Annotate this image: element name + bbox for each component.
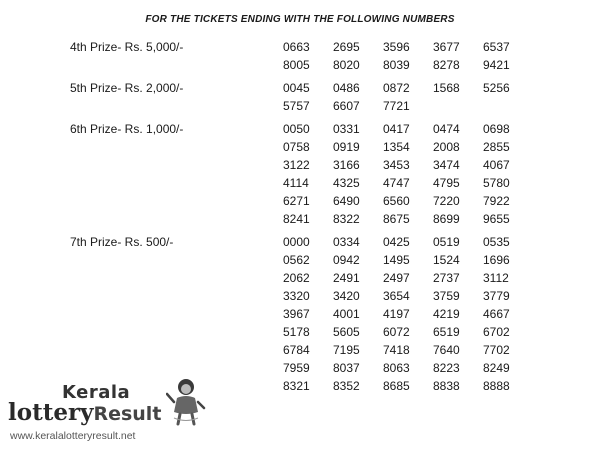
ticket-number: 5605 <box>333 325 360 339</box>
ticket-number: 8675 <box>383 212 410 226</box>
prize-list <box>0 38 600 400</box>
logo-lottery-line <box>8 399 161 426</box>
number-grid <box>283 120 600 228</box>
ticket-number: 4197 <box>383 307 410 321</box>
ticket-number: 1568 <box>433 81 460 95</box>
ticket-number: 2695 <box>333 40 360 54</box>
prize-section-6th <box>0 120 600 228</box>
ticket-number: 4114 <box>283 176 309 190</box>
ticket-number: 0334 <box>333 235 360 249</box>
ticket-number: 0474 <box>433 122 460 136</box>
ticket-number: 6490 <box>333 194 360 208</box>
ticket-number: 6607 <box>333 99 360 113</box>
ticket-number: 6519 <box>433 325 460 339</box>
ticket-number: 6072 <box>383 325 410 339</box>
ticket-number: 8838 <box>433 379 460 393</box>
ticket-number: 7922 <box>483 194 510 208</box>
page-heading: FOR THE TICKETS ENDING WITH THE FOLLOWING NUMBERS <box>145 14 455 25</box>
ticket-number: 0486 <box>333 81 360 95</box>
ticket-number: 1524 <box>433 253 460 267</box>
ticket-number: 7640 <box>433 343 460 357</box>
ticket-number: 7702 <box>483 343 510 357</box>
number-grid <box>283 79 600 115</box>
ticket-number: 0519 <box>433 235 460 249</box>
ticket-number: 3759 <box>433 289 460 303</box>
ticket-number: 0872 <box>383 81 410 95</box>
number-grid <box>283 38 600 74</box>
ticket-number: 4001 <box>333 307 360 321</box>
logo-url: www.keralalotteryresult.net <box>10 430 136 442</box>
prize-label: 5th Prize- Rs. 2,000/- <box>70 81 184 95</box>
ticket-number: 4747 <box>383 176 410 190</box>
ticket-number: 7220 <box>433 194 460 208</box>
number-grid <box>283 233 600 395</box>
ticket-number: 2008 <box>433 140 460 154</box>
ticket-number: 9655 <box>483 212 510 226</box>
ticket-number: 5256 <box>483 81 510 95</box>
ticket-number: 3320 <box>283 289 310 303</box>
ticket-number: 7418 <box>383 343 410 357</box>
cartoon-mascot-icon <box>166 378 206 426</box>
ticket-number: 8888 <box>483 379 510 393</box>
prize-label: 4th Prize- Rs. 5,000/- <box>70 40 184 54</box>
ticket-number: 3122 <box>283 158 310 172</box>
ticket-number: 0050 <box>283 122 310 136</box>
ticket-number: 2491 <box>333 271 360 285</box>
ticket-number: 9421 <box>483 58 510 72</box>
ticket-number: 7959 <box>283 361 310 375</box>
ticket-number: 3779 <box>483 289 510 303</box>
ticket-number: 8020 <box>333 58 360 72</box>
ticket-number: 0425 <box>383 235 410 249</box>
ticket-number: 8352 <box>333 379 360 393</box>
ticket-number: 6702 <box>483 325 510 339</box>
ticket-number: 5178 <box>283 325 310 339</box>
ticket-number: 7721 <box>383 99 410 113</box>
ticket-number: 6537 <box>483 40 510 54</box>
ticket-number: 3654 <box>383 289 410 303</box>
ticket-number: 8039 <box>383 58 410 72</box>
ticket-number: 1354 <box>383 140 410 154</box>
ticket-number: 0698 <box>483 122 510 136</box>
ticket-number: 0331 <box>333 122 360 136</box>
ticket-number: 6271 <box>283 194 310 208</box>
ticket-number: 8063 <box>383 361 410 375</box>
ticket-number: 4667 <box>483 307 510 321</box>
prize-label: 6th Prize- Rs. 1,000/- <box>70 122 184 136</box>
ticket-number: 3677 <box>433 40 460 54</box>
ticket-number: 3112 <box>483 271 509 285</box>
logo-lottery-text: lottery <box>8 399 94 426</box>
ticket-number: 2062 <box>283 271 310 285</box>
ticket-number: 0535 <box>483 235 510 249</box>
ticket-number: 0045 <box>283 81 310 95</box>
ticket-number: 3967 <box>283 307 310 321</box>
ticket-number: 5757 <box>283 99 310 113</box>
ticket-number: 0000 <box>283 235 310 249</box>
ticket-number: 8241 <box>283 212 310 226</box>
ticket-number: 6784 <box>283 343 310 357</box>
ticket-number: 8322 <box>333 212 360 226</box>
logo-result-text: Result <box>93 403 162 425</box>
ticket-number: 0562 <box>283 253 310 267</box>
ticket-number: 1696 <box>483 253 510 267</box>
ticket-number: 0919 <box>333 140 360 154</box>
ticket-number: 4219 <box>433 307 460 321</box>
ticket-number: 2855 <box>483 140 510 154</box>
ticket-number: 4325 <box>333 176 360 190</box>
prize-section-4th <box>0 38 600 74</box>
ticket-number: 8321 <box>283 379 310 393</box>
prize-section-7th <box>0 233 600 395</box>
ticket-number: 0417 <box>383 122 410 136</box>
logo-kerala-text: Kerala <box>62 382 131 403</box>
ticket-number: 7195 <box>333 343 360 357</box>
ticket-number: 1495 <box>383 253 410 267</box>
ticket-number: 8699 <box>433 212 460 226</box>
ticket-number: 8005 <box>283 58 310 72</box>
ticket-number: 8685 <box>383 379 410 393</box>
ticket-number: 2737 <box>433 271 460 285</box>
ticket-number: 8278 <box>433 58 460 72</box>
ticket-number: 0942 <box>333 253 360 267</box>
ticket-number: 3596 <box>383 40 410 54</box>
ticket-number: 3166 <box>333 158 360 172</box>
prize-label: 7th Prize- Rs. 500/- <box>70 235 174 249</box>
ticket-number: 5780 <box>483 176 510 190</box>
ticket-number: 3420 <box>333 289 360 303</box>
ticket-number: 3453 <box>383 158 410 172</box>
prize-section-5th <box>0 79 600 115</box>
ticket-number: 6560 <box>383 194 410 208</box>
ticket-number: 2497 <box>383 271 410 285</box>
ticket-number: 0758 <box>283 140 310 154</box>
site-logo <box>8 382 213 448</box>
ticket-number: 8223 <box>433 361 460 375</box>
ticket-number: 4795 <box>433 176 460 190</box>
ticket-number: 8249 <box>483 361 510 375</box>
ticket-number: 8037 <box>333 361 360 375</box>
ticket-number: 0663 <box>283 40 310 54</box>
ticket-number: 3474 <box>433 158 460 172</box>
ticket-number: 4067 <box>483 158 510 172</box>
